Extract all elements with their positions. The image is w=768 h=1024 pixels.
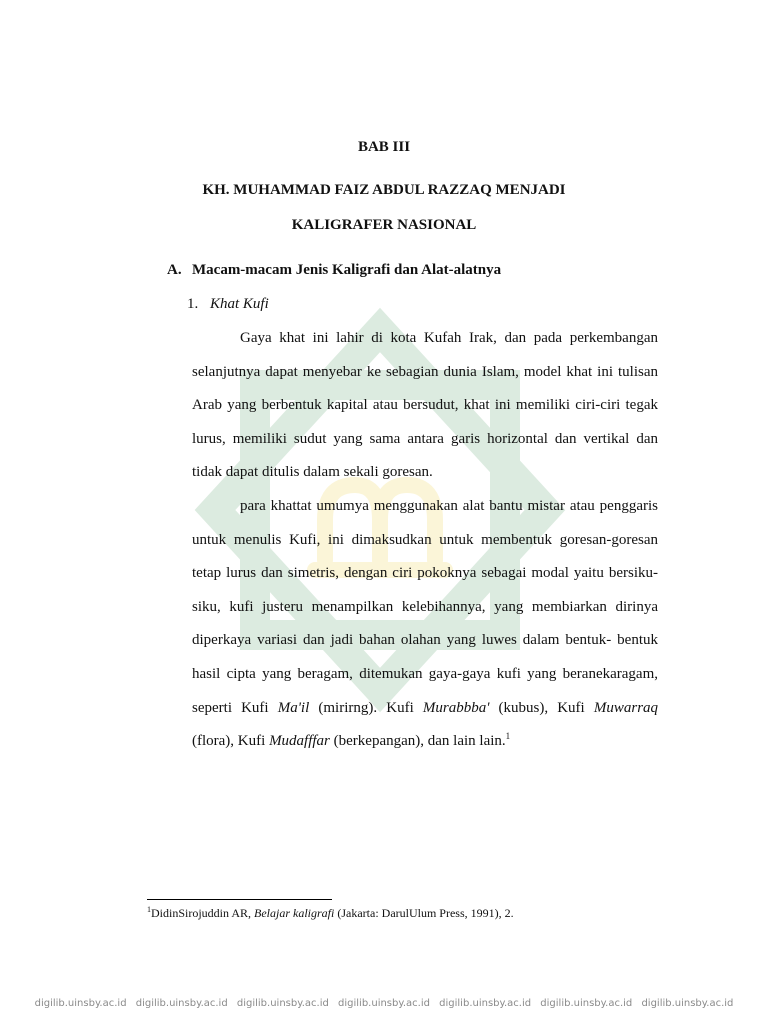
section-letter: A. [167,262,182,278]
footnote-author: DidinSirojuddin AR, [151,906,252,920]
term-mail: Ma'il [277,699,310,716]
term-murabbba: Murabbba' [422,699,490,716]
subsection-number: 1. [187,296,199,312]
footer-watermark-item: digilib.uinsby.ac.id [338,998,430,1009]
subsection-title: Khat Kufi [210,296,269,312]
section-heading [167,262,501,279]
paragraph-1-text: Gaya khat ini lahir di kota Kufah Irak, dan pada perkembangan selanjutnya dapat menyebar ke sebagian dunia Islam, model khat ini tulisan Arab yang berbentuk kapital atau bersudut, khat ini memiliki ciri-ciri tegak lurus, memiliki sudut yang sama antara garis horizontal dan vertikal dan tidak dapat ditulis dalam sekali goresan. [192,330,658,481]
footer-watermark-item: digilib.uinsby.ac.id [641,998,734,1009]
section-title: Macam-macam Jenis Kaligrafi dan Alat-alatnya [192,262,502,278]
paragraph-2-text-a: para khattat umumya menggunakan alat bantu mistar atau penggaris untuk menulis Kufi, ini dimaksudkan untuk membentuk goresan-goresan tetap lurus dan simetris, dengan ciri pokoknya sebagai modal yaitu bersiku- siku, kufi justeru menampilkan kelebihannya, yang membiarkan dirinya diperkaya variasi dan jadi bahan olahan yang luwes dalam bentuk- bentuk hasil cipta yang beragam, ditemukan gaya-gaya kufi yang beranekaragam, seperti Kufi [192,498,658,716]
footer-watermark-item: digilib.uinsby.ac.id [135,998,228,1009]
term-muwarraq: Muwarraq [593,699,659,716]
footnote-publication: (Jakarta: DarulUlum Press, 1991), 2. [337,906,514,920]
footnote-number: 1 [147,905,151,914]
footnote [147,906,514,921]
footer-watermark [0,998,768,1009]
chapter-title-line-2: KALIGRAFER NASIONAL [291,217,477,233]
footer-watermark-item: digilib.uinsby.ac.id [236,998,329,1009]
chapter-label: BAB III [357,139,411,155]
term-mudafffar: Mudafffar [269,733,330,750]
footer-watermark-item: digilib.uinsby.ac.id [540,998,633,1009]
footer-watermark-item: digilib.uinsby.ac.id [34,998,127,1009]
paragraph-2-text-e: (berkepangan), dan lain lain. [333,733,506,750]
footnote-divider [147,899,332,900]
paragraph-2-text-c: (kubus), Kufi [498,699,585,716]
paragraph-2 [192,490,658,759]
paragraph-2-text-b: (mirirng). Kufi [318,699,414,716]
chapter-title-line-1: KH. MUHAMMAD FAIZ ABDUL RAZZAQ MENJADI [202,182,566,198]
footnote-reference[interactable]: 1 [505,731,511,742]
footnote-book-title: Belajar kaligrafi [254,906,335,920]
paragraph-1 [192,322,658,490]
paragraph-2-text-d: (flora), Kufi [192,733,266,750]
subsection-heading [187,296,269,313]
footer-watermark-item: digilib.uinsby.ac.id [439,998,532,1009]
